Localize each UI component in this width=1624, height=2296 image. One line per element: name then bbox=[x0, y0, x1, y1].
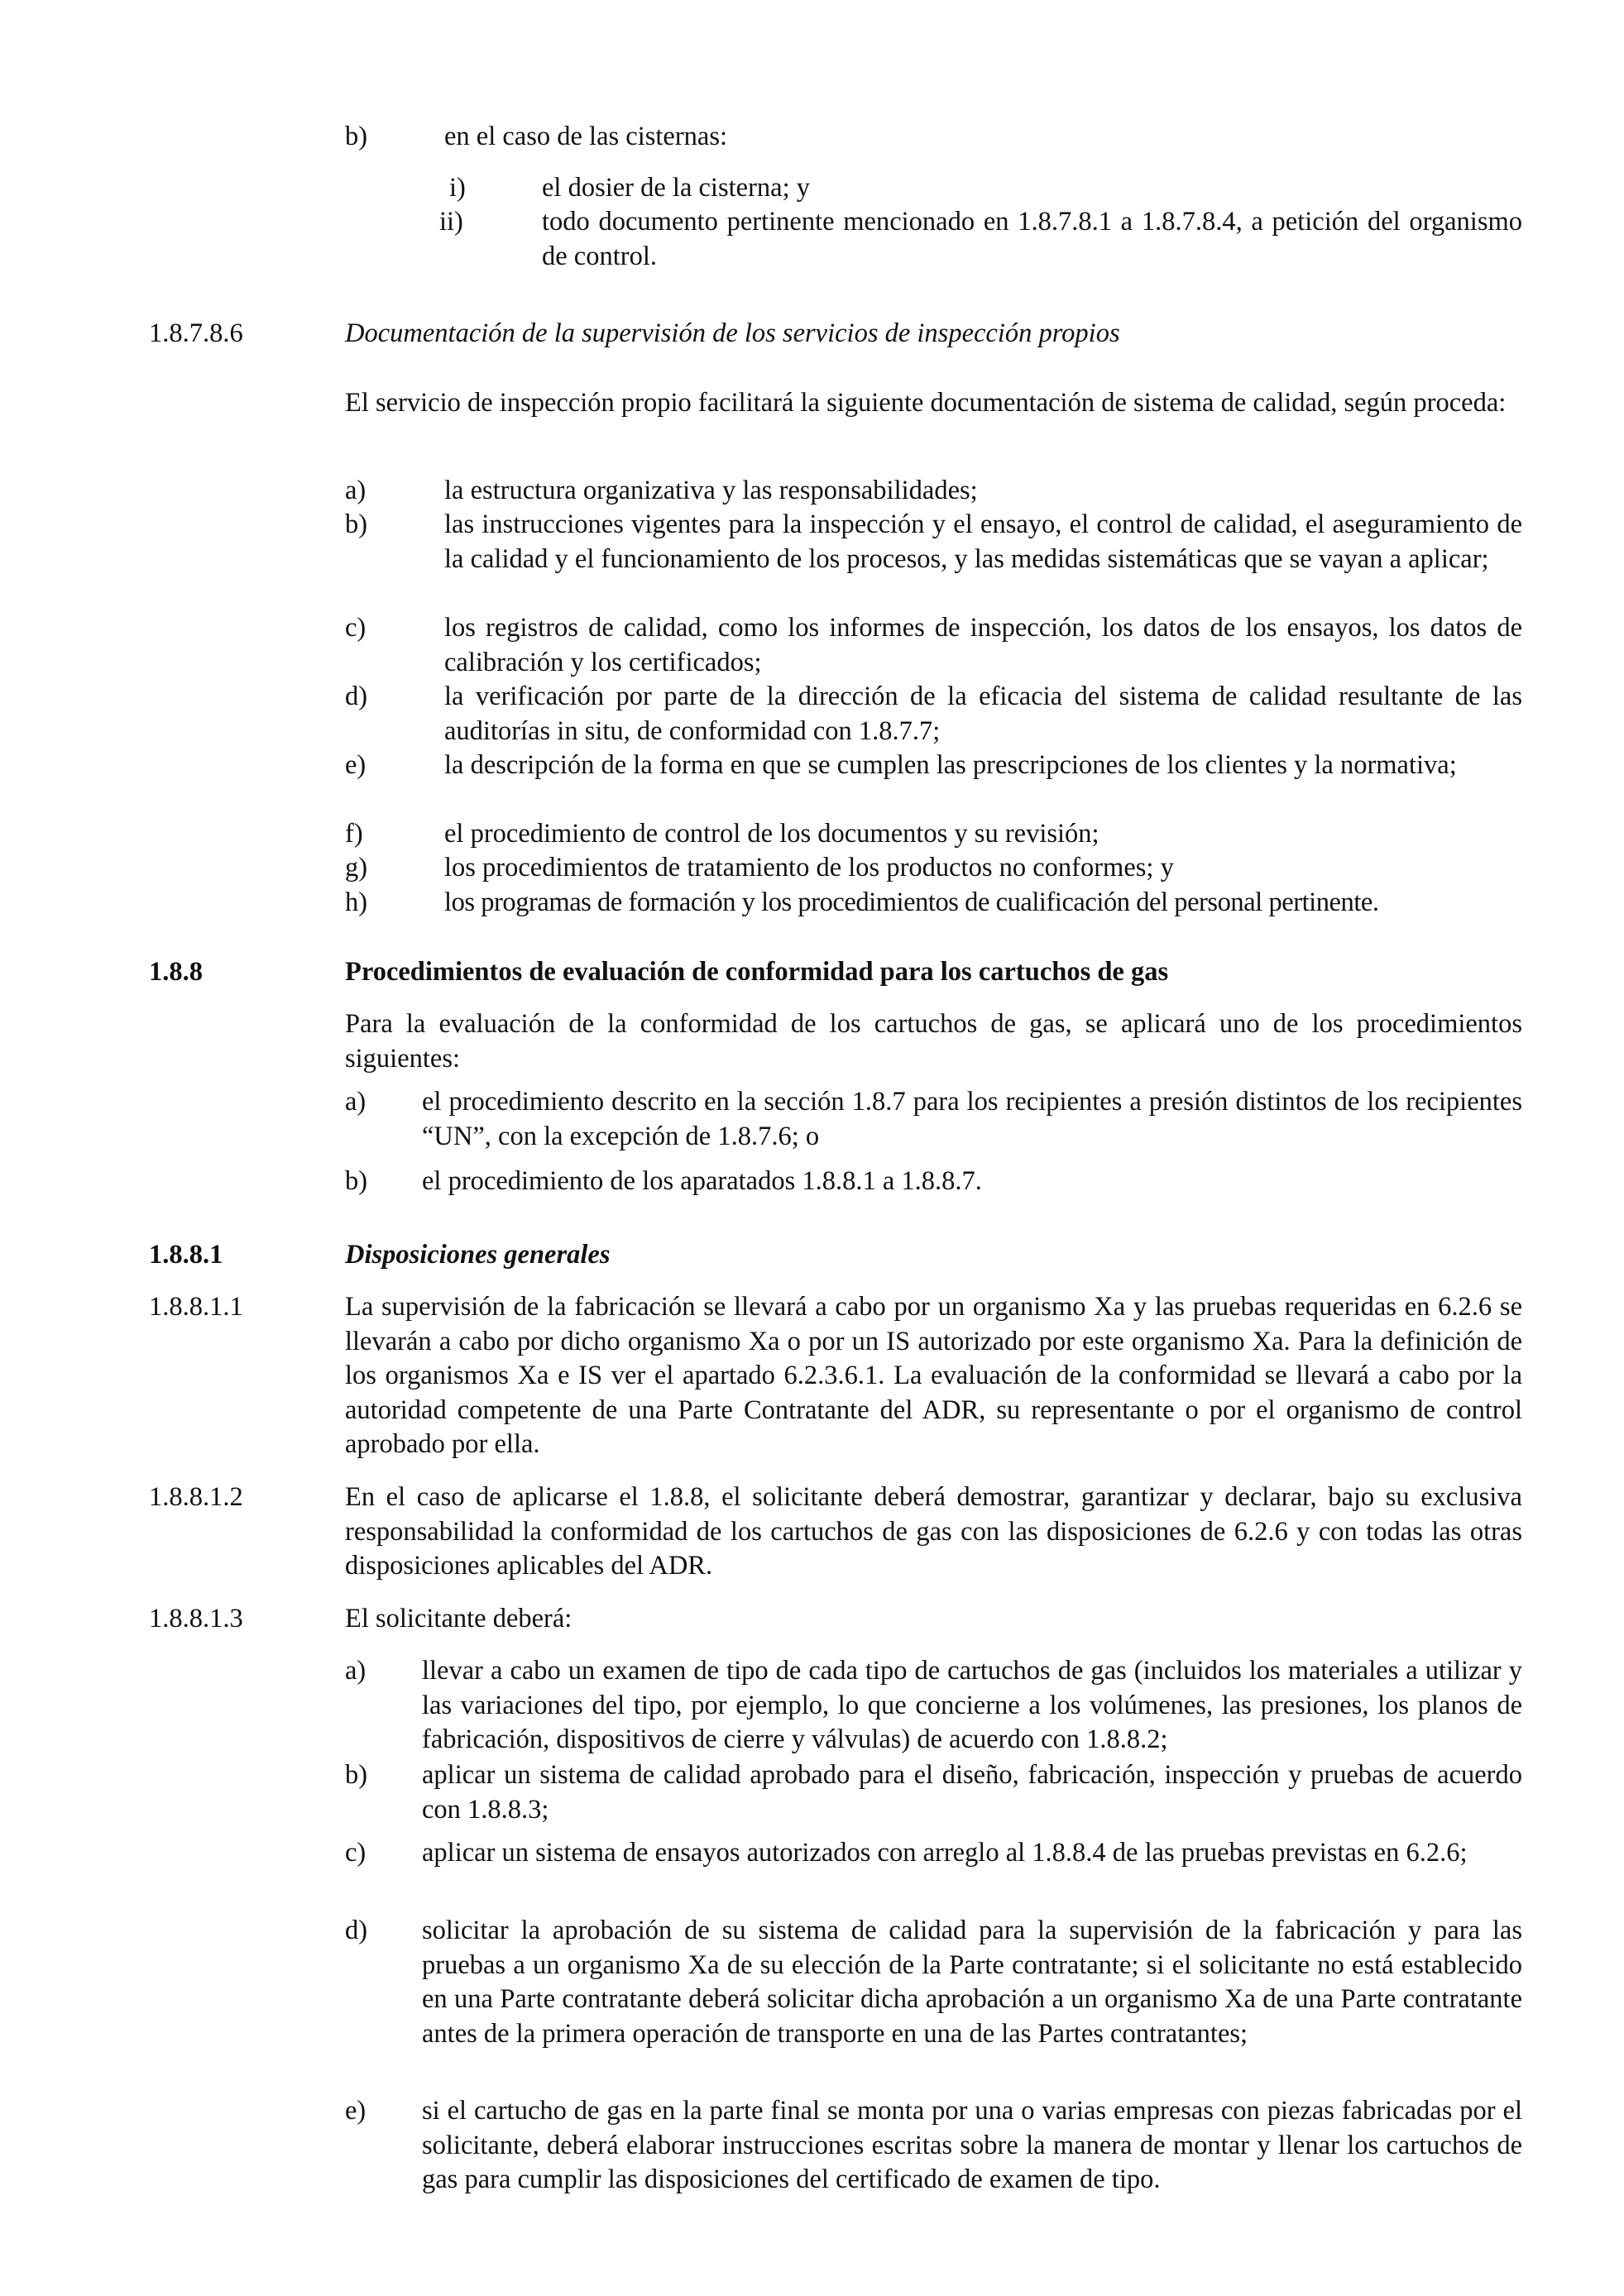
list-marker: b) bbox=[345, 1760, 368, 1790]
list-marker: b) bbox=[345, 509, 368, 539]
section-number: 1.8.8.1.1 bbox=[149, 1292, 243, 1322]
paragraph: El servicio de inspección propio facilitará la siguiente documentación de sistema de calidad, según proceda: bbox=[345, 388, 1507, 418]
list-marker: a) bbox=[345, 1656, 366, 1686]
list-marker: h) bbox=[345, 887, 368, 917]
list-item-text: los registros de calidad, como los informes de inspección, los datos de los ensayos, los datos de calibración y los certificados; bbox=[444, 613, 1522, 677]
list-item-text: solicitar la aprobación de su sistema de calidad para la supervisión de la fabricación y para las pruebas a un organismo Xa de su elección de la Parte contratante; si el solicitante no está establecido en una Parte contratante deberá solicitar dicha aprobación a un organismo Xa de una Parte contratante antes de la primera operación de transporte en una de las Partes contratantes; bbox=[422, 1916, 1522, 2049]
list-item-text: aplicar un sistema de ensayos autorizados con arreglo al 1.8.8.4 de las pruebas previstas en 6.2.6; bbox=[422, 1838, 1468, 1868]
list-item-text: los procedimientos de tratamiento de los productos no conformes; y bbox=[444, 853, 1174, 883]
list-item-text: aplicar un sistema de calidad aprobado para el diseño, fabricación, inspección y pruebas de acuerdo con 1.8.8.3; bbox=[422, 1760, 1522, 1825]
list-item-text: la descripción de la forma en que se cumplen las prescripciones de los clientes y la normativa; bbox=[444, 750, 1457, 780]
list-item-text: llevar a cabo un examen de tipo de cada tipo de cartuchos de gas (incluidos los materiales a utilizar y las variaciones del tipo, por ejemplo, lo que concierne a los volúmenes, las presiones, los planos de fabricación, dispositivos de cierre y válvulas) de acuerdo con 1.8.8.2; bbox=[422, 1656, 1522, 1754]
list-item-text: el dosier de la cisterna; y bbox=[542, 173, 810, 203]
list-marker: i) bbox=[449, 173, 466, 203]
section-title: Documentación de la supervisión de los servicios de inspección propios bbox=[345, 318, 1120, 348]
list-item-text: el procedimiento de control de los documentos y su revisión; bbox=[444, 819, 1099, 849]
list-marker: c) bbox=[345, 1838, 366, 1868]
list-item-text: en el caso de las cisternas: bbox=[444, 122, 728, 151]
list-item-text: todo documento pertinente mencionado en 1.8.7.8.1 a 1.8.7.8.4, a petición del organismo de control. bbox=[542, 207, 1522, 271]
list-item-text: la estructura organizativa y las responsabilidades; bbox=[444, 476, 978, 505]
list-marker: d) bbox=[345, 1916, 368, 1945]
list-marker: ii) bbox=[439, 207, 463, 237]
section-number: 1.8.8.1.2 bbox=[149, 1482, 243, 1512]
list-marker: a) bbox=[345, 1087, 366, 1117]
list-item-text: la verificación por parte de la dirección de la eficacia del sistema de calidad resultante de las auditorías in situ, de conformidad con 1.8.7.7; bbox=[444, 682, 1522, 746]
section-title: Disposiciones generales bbox=[345, 1240, 611, 1270]
list-marker: a) bbox=[345, 476, 366, 505]
list-item-text: el procedimiento de los aparatados 1.8.8.1 a 1.8.8.7. bbox=[422, 1166, 982, 1196]
list-marker: f) bbox=[345, 819, 363, 849]
list-marker: b) bbox=[345, 1166, 368, 1196]
paragraph: La supervisión de la fabricación se llevará a cabo por un organismo Xa y las pruebas requeridas en 6.2.6 se llevarán a cabo por dicho organismo Xa o por un IS autorizado por este organismo Xa. Para la definición de los organismos Xa e IS ver el apartado 6.2.3.6.1. La evaluación de la conformidad se llevará a cabo por la autoridad competente de una Parte Contratante del ADR, su representante o por el organismo de control aprobado por ella. bbox=[345, 1292, 1522, 1459]
section-number: 1.8.8.1 bbox=[149, 1240, 223, 1270]
list-item-text: las instrucciones vigentes para la inspección y el ensayo, el control de calidad, el aseguramiento de la calidad y el funcionamiento de los procesos, y las medidas sistemáticas que se vayan a aplicar; bbox=[444, 509, 1522, 574]
paragraph: Para la evaluación de la conformidad de los cartuchos de gas, se aplicará uno de los procedimientos siguientes: bbox=[345, 1009, 1522, 1074]
section-number: 1.8.8.1.3 bbox=[149, 1604, 243, 1634]
list-marker: e) bbox=[345, 2096, 366, 2126]
list-marker: g) bbox=[345, 853, 368, 883]
list-item-text: el procedimiento descrito en la sección 1.8.7 para los recipientes a presión distintos de los recipientes “UN”, con la excepción de 1.8.7.6; o bbox=[422, 1087, 1522, 1151]
list-item-text: si el cartucho de gas en la parte final se monta por una o varias empresas con piezas fabricadas por el solicitante, deberá elaborar instrucciones escritas sobre la manera de montar y llenar los cartuchos de gas para cumplir las disposiciones del certificado de examen de tipo. bbox=[422, 2096, 1522, 2194]
list-marker: d) bbox=[345, 682, 368, 711]
list-item-text: los programas de formación y los procedimientos de cualificación del personal pertinente. bbox=[444, 887, 1379, 917]
section-number: 1.8.8 bbox=[149, 957, 203, 987]
paragraph: En el caso de aplicarse el 1.8.8, el solicitante deberá demostrar, garantizar y declarar, bajo su exclusiva responsabilidad la conformidad de los cartuchos de gas con las disposiciones de 6.2.6 y con todas las otras disposiciones aplicables del ADR. bbox=[345, 1482, 1522, 1581]
section-number: 1.8.7.8.6 bbox=[149, 318, 243, 348]
list-marker: e) bbox=[345, 750, 366, 780]
section-title: Procedimientos de evaluación de conformidad para los cartuchos de gas bbox=[345, 957, 1169, 987]
list-marker: b) bbox=[345, 122, 368, 151]
list-marker: c) bbox=[345, 613, 366, 643]
paragraph: El solicitante deberá: bbox=[345, 1604, 572, 1634]
